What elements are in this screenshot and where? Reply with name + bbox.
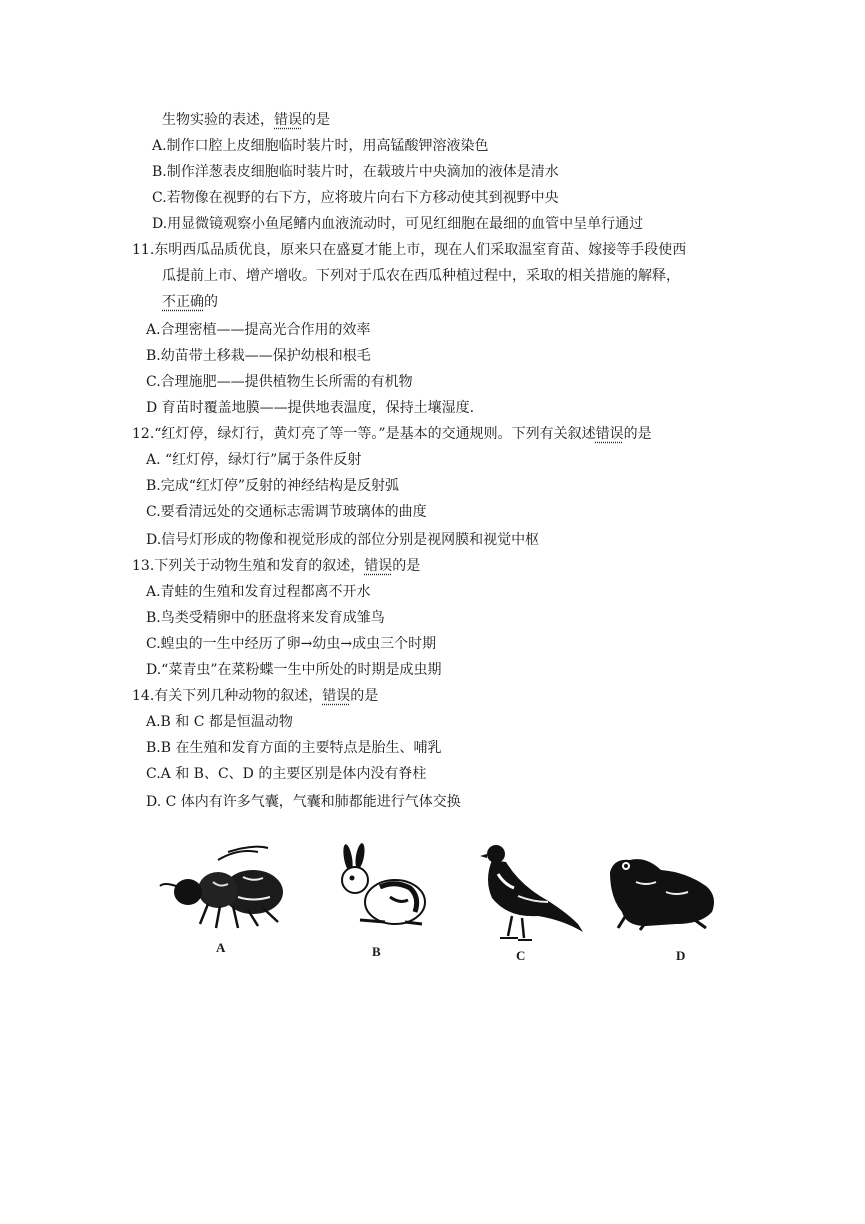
q12-stem-emphasis: 错误 xyxy=(595,426,624,442)
q11-stem-emphasis: 不正确 xyxy=(162,294,204,310)
q14-stem xyxy=(132,686,378,706)
q13-option-d: D.“菜青虫”在菜粉蝶一生中所处的时期是成虫期 xyxy=(146,662,442,678)
q13-stem-text: 13.下列关于动物生殖和发育的叙述， xyxy=(132,558,365,574)
q13-stem-end: 的是 xyxy=(392,558,421,574)
q12-option-c: C.要看清远处的交通标志需调节玻璃体的曲度 xyxy=(146,504,427,520)
q11-option-c: C.合理施肥——提供植物生长所需的有机物 xyxy=(146,374,413,390)
q10-option-a: A.制作口腔上皮细胞临时装片时，用高锰酸钾溶液染色 xyxy=(152,138,489,154)
figure-label-b: B xyxy=(372,944,381,959)
q14-stem-emphasis: 错误 xyxy=(322,688,351,704)
q13-stem-emphasis: 错误 xyxy=(364,558,393,574)
q11-stem-line3 xyxy=(162,292,218,312)
q11-stem-line2: 瓜提前上市、增产增收。下列对于瓜农在西瓜种植过程中，采取的相关措施的解释， xyxy=(162,268,680,284)
figure-label-d: D xyxy=(676,948,686,963)
q13-option-a: A.青蛙的生殖和发育过程都离不开水 xyxy=(146,584,371,600)
q14-option-c: C.A 和 B、C、D 的主要区别是体内没有脊柱 xyxy=(146,766,427,782)
q10-stem-tail xyxy=(162,110,330,130)
rabbit-icon xyxy=(330,842,430,932)
q12-option-d: D.信号灯形成的物像和视觉形成的部位分别是视网膜和视觉中枢 xyxy=(146,532,540,548)
figure-label-c: C xyxy=(516,948,526,963)
q11-stem-line1: 11.东明西瓜品质优良，原来只在盛夏才能上市，现在人们采取温室育苗、嫁接等手段使西 xyxy=(132,242,687,258)
q10-stem-end: 的是 xyxy=(302,112,330,128)
figure-label-a: A xyxy=(216,940,226,955)
q14-option-b: B.B 在生殖和发育方面的主要特点是胎生、哺乳 xyxy=(146,740,442,756)
q10-option-c: C.若物像在视野的右下方，应将玻片向右下方移动使其到视野中央 xyxy=(152,190,559,206)
frog-icon xyxy=(606,852,721,932)
bee-icon xyxy=(158,842,298,937)
q10-stem-text: 生物实验的表述， xyxy=(162,112,274,128)
q12-stem-end: 的是 xyxy=(623,426,652,442)
q14-stem-text: 14.有关下列几种动物的叙述， xyxy=(132,688,323,704)
pigeon-icon xyxy=(478,840,588,948)
q10-option-b: B.制作洋葱表皮细胞临时装片时，在载玻片中央滴加的液体是清水 xyxy=(152,164,559,180)
q14-option-a: A.B 和 C 都是恒温动物 xyxy=(146,714,293,730)
q12-stem-text: 12.“红灯停，绿灯行，黄灯亮了等一等。”是基本的交通规则。下列有关叙述 xyxy=(132,426,596,442)
q10-option-d: D.用显微镜观察小鱼尾鳍内血液流动时，可见红细胞在最细的血管中呈单行通过 xyxy=(152,216,644,232)
q12-option-b: B.完成“红灯停”反射的神经结构是反射弧 xyxy=(146,478,400,494)
q13-option-b: B.鸟类受精卵中的胚盘将来发育成雏鸟 xyxy=(146,610,385,626)
q13-option-c: C.蝗虫的一生中经历了卵→幼虫→成虫三个时期 xyxy=(146,636,437,652)
q10-stem-emphasis: 错误 xyxy=(274,112,302,128)
q11-option-d: D 育苗时覆盖地膜——提供地表温度，保持土壤湿度. xyxy=(146,400,475,416)
q11-option-b: B.幼苗带土移栽——保护幼根和根毛 xyxy=(146,348,371,364)
q11-option-a: A.合理密植——提高光合作用的效率 xyxy=(146,322,371,338)
q11-stem-end: 的 xyxy=(204,294,218,310)
q12-option-a: A. “红灯停，绿灯行”属于条件反射 xyxy=(146,452,362,468)
q13-stem xyxy=(132,556,420,576)
q14-stem-end: 的是 xyxy=(350,688,379,704)
q14-option-d: D. C 体内有许多气囊，气囊和肺都能进行气体交换 xyxy=(146,794,461,810)
q12-stem xyxy=(132,424,652,444)
